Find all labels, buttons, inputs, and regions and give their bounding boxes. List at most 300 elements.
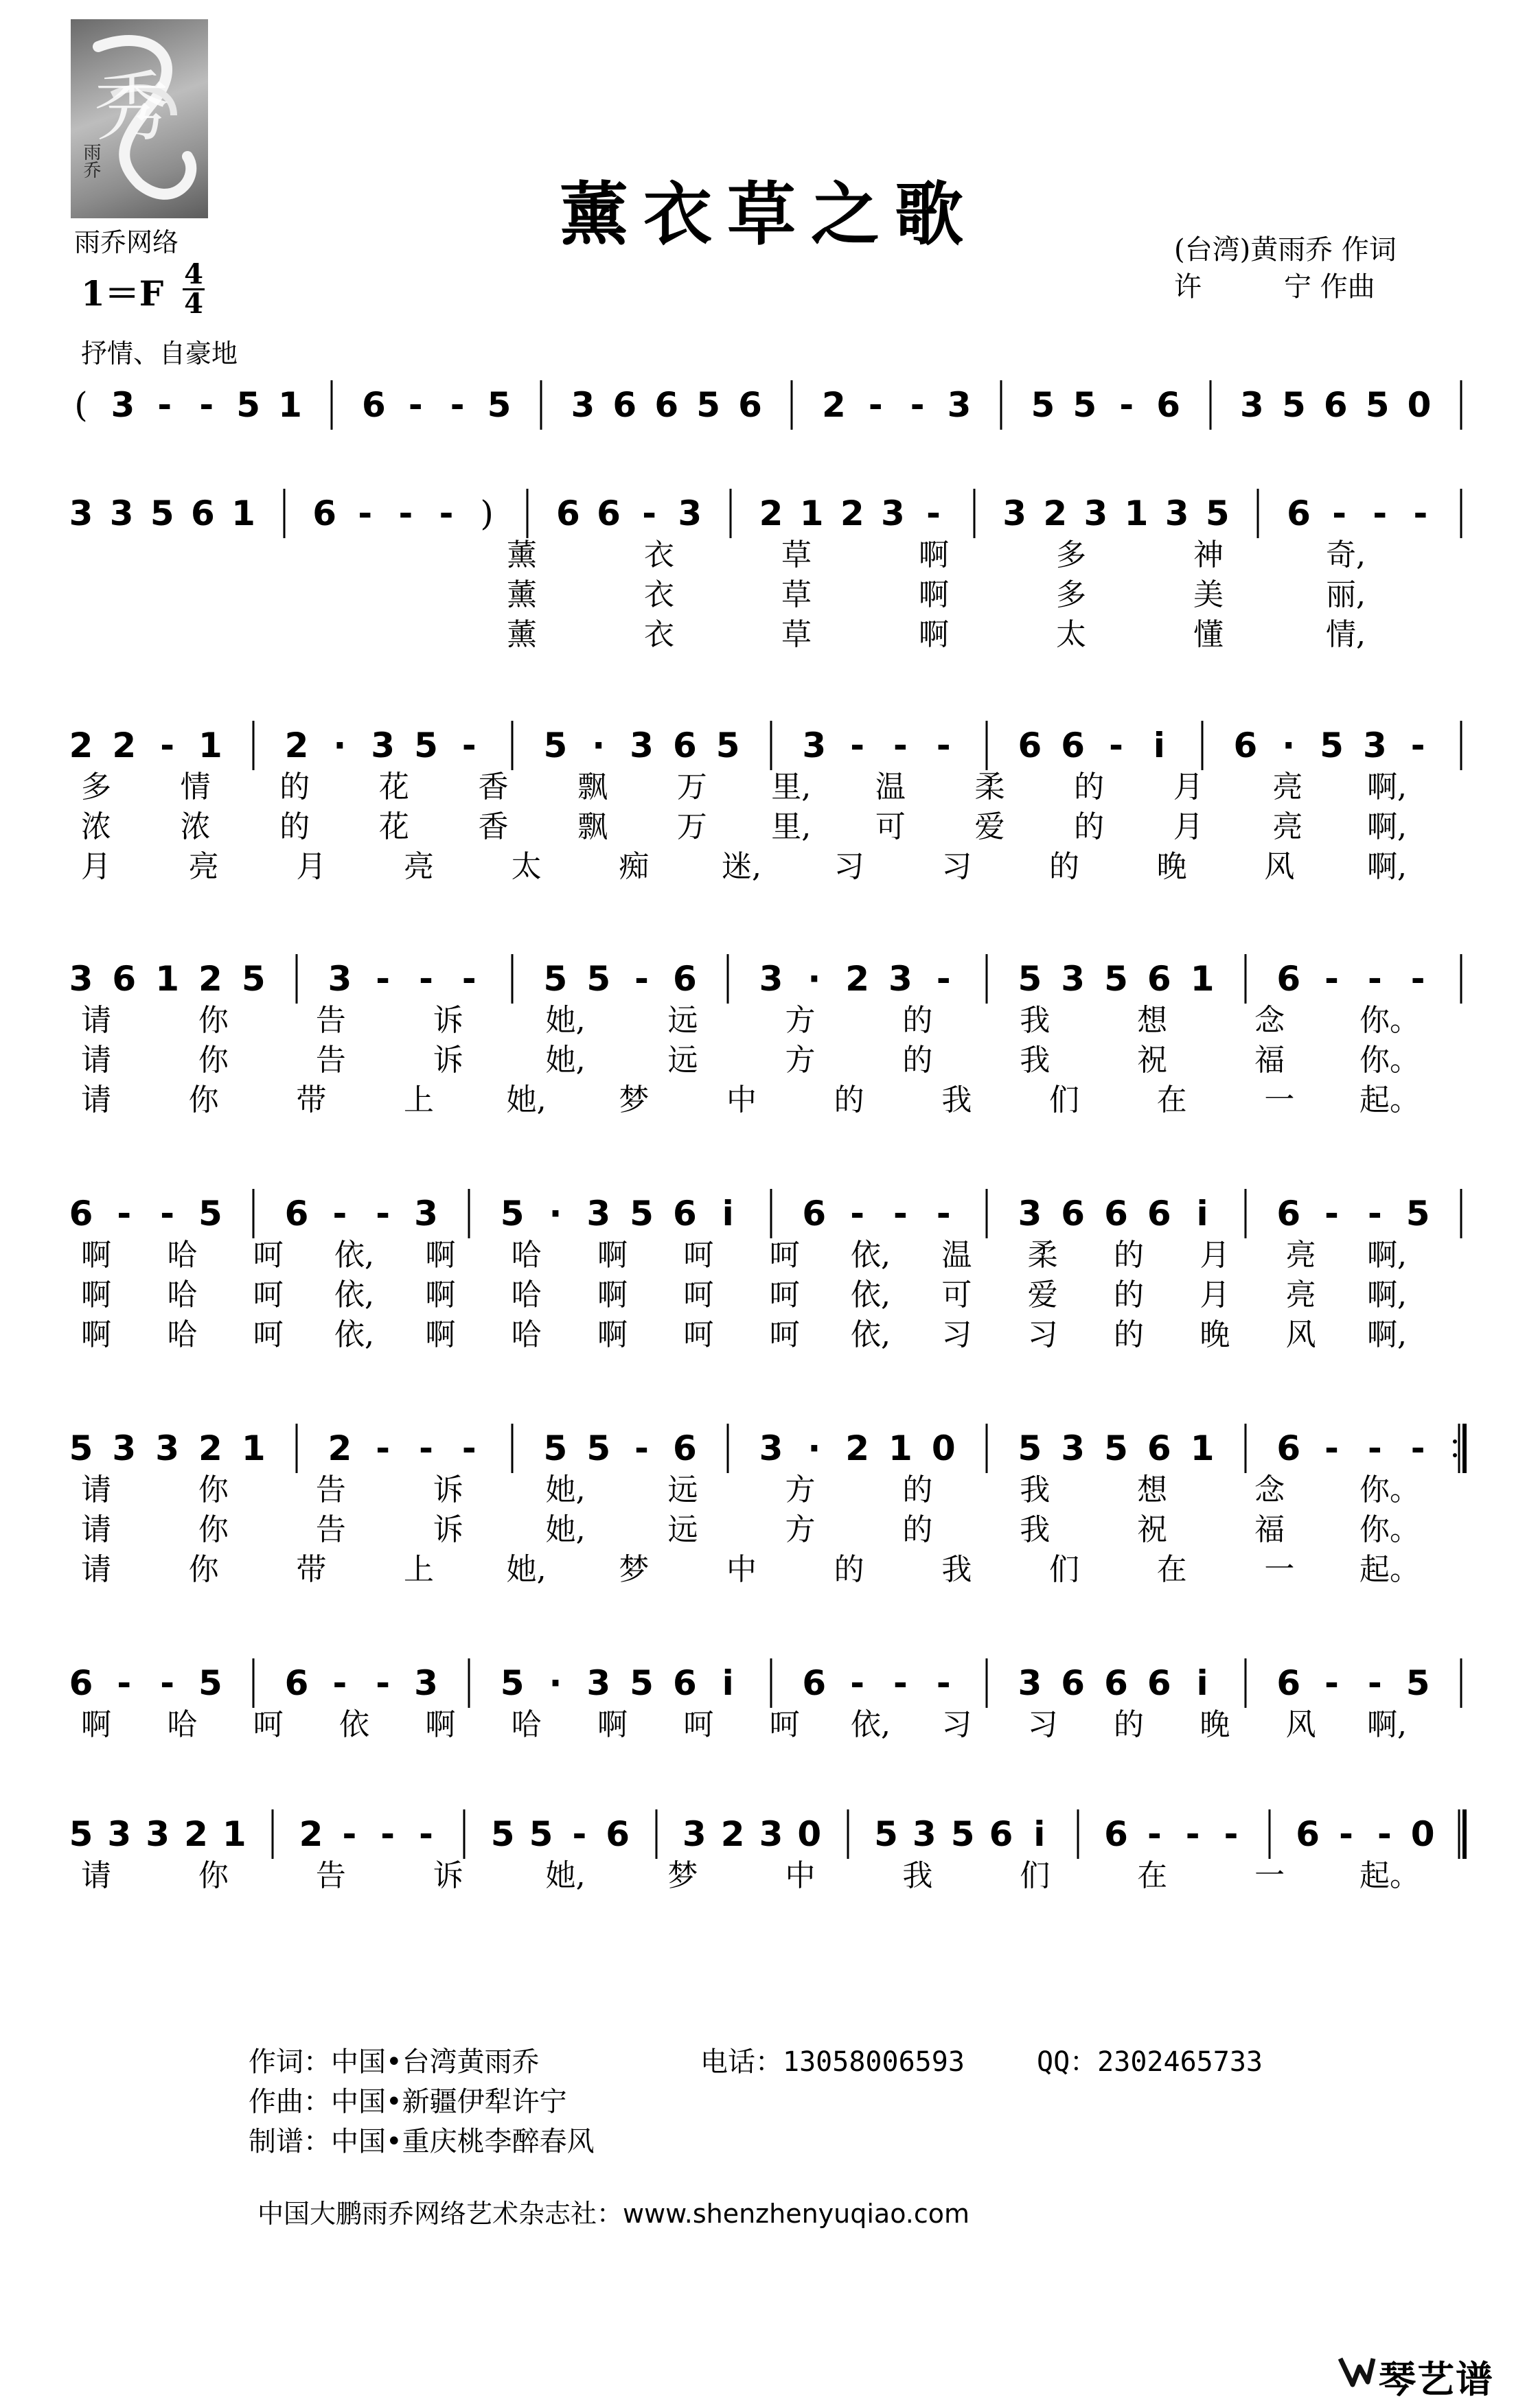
note: 5	[490, 1814, 515, 1854]
lyric-syllable: 她,	[545, 1003, 586, 1038]
note: 1	[1190, 1428, 1215, 1468]
note: 2	[69, 726, 93, 765]
note: 3	[371, 726, 395, 765]
lyric-line	[0, 578, 1538, 612]
note: 2	[198, 1428, 222, 1468]
lyric-line	[0, 1318, 1538, 1352]
dash-note: -	[1410, 1428, 1425, 1468]
lyric-syllable: 带	[296, 1552, 327, 1587]
note: 3	[328, 959, 352, 999]
note: 5	[1104, 959, 1128, 999]
dash-note: -	[1367, 1428, 1382, 1468]
lyric-syllable: 里,	[771, 809, 812, 844]
lyric-syllable: 风	[1285, 1317, 1316, 1352]
lyric-syllable: 告	[315, 1043, 346, 1078]
barline	[246, 1656, 260, 1711]
note: 1	[241, 1428, 266, 1468]
note: 3	[912, 1814, 937, 1854]
barline	[1195, 718, 1209, 773]
notation-row	[0, 479, 1538, 541]
dash-note: -	[461, 959, 477, 999]
note: 3	[1164, 494, 1189, 533]
dash-note: -	[634, 959, 649, 999]
lyric-syllable: 呵	[683, 1707, 714, 1742]
lyric-syllable: 依	[339, 1707, 369, 1742]
lyric-syllable: 啊,	[1367, 1238, 1407, 1273]
dash-note: -	[850, 1194, 864, 1234]
lyric-syllable: 她,	[545, 1472, 586, 1507]
lyric-syllable: 哈	[511, 1238, 542, 1273]
lyric-syllable: 呵	[253, 1277, 284, 1312]
barline	[325, 378, 338, 432]
barline	[1239, 1421, 1252, 1476]
note: 5	[586, 1428, 611, 1468]
lyric-syllable: 的	[279, 769, 310, 804]
note: 6	[1104, 1663, 1128, 1703]
note: 2	[184, 1814, 208, 1854]
note: 3	[109, 494, 134, 533]
lyric-syllable: 习	[941, 1317, 972, 1352]
note: 2	[299, 1814, 323, 1854]
lyric-syllable: 她,	[506, 1083, 547, 1118]
note: 2	[284, 726, 309, 765]
dash-note: -	[850, 726, 864, 765]
note: 6	[1233, 726, 1258, 765]
lyric-syllable: 啊	[425, 1317, 456, 1352]
note: 6	[69, 1194, 93, 1234]
lyric-syllable: 月	[1173, 809, 1204, 844]
note: 5	[1072, 385, 1097, 425]
dot-note: ·	[807, 1428, 821, 1468]
note: 6	[1104, 1814, 1128, 1854]
dash-note: -	[1410, 959, 1425, 999]
lyric-syllable: 她,	[545, 1043, 586, 1078]
lyric-syllable: 起。	[1359, 1858, 1420, 1893]
note: 5	[586, 959, 611, 999]
lyric-line	[0, 1473, 1538, 1507]
notation-row	[0, 1800, 1538, 1862]
note: 2	[840, 494, 864, 533]
dash-note: -	[1324, 959, 1339, 999]
note: 3	[1083, 494, 1108, 533]
logo-seal: 雨乔	[80, 143, 101, 178]
lyric-syllable: 依,	[851, 1317, 891, 1352]
note: 5	[150, 494, 174, 533]
lyric-syllable: 飘	[577, 769, 608, 804]
note: 6	[1276, 1428, 1301, 1468]
barline	[534, 378, 548, 432]
note: 5	[487, 385, 512, 425]
lyric-syllable: 呵	[253, 1238, 284, 1273]
song-title: 薰衣草之歌	[560, 174, 978, 255]
dash-note: -	[1109, 726, 1123, 765]
time-signature-bottom: 4	[184, 288, 203, 320]
barline	[721, 1421, 735, 1476]
lyric-syllable: 你。	[1359, 1512, 1420, 1547]
barline	[462, 1186, 476, 1241]
note: 0	[1407, 385, 1432, 425]
dash-note: -	[642, 494, 657, 533]
note: 5	[500, 1663, 525, 1703]
lyric-syllable: 我	[941, 1552, 972, 1587]
dash-note: -	[376, 1428, 391, 1468]
note: 1	[1190, 959, 1215, 999]
lyric-syllable: 奇,	[1326, 537, 1366, 572]
note: 6	[1061, 1663, 1086, 1703]
note: 5	[241, 959, 266, 999]
lyric-syllable: 的	[902, 1043, 933, 1078]
note: 6	[112, 959, 137, 999]
lyric-syllable: 啊	[81, 1238, 111, 1273]
lyric-syllable: 诉	[433, 1003, 463, 1038]
lyric-syllable: 的	[834, 1083, 864, 1118]
note: 3	[111, 385, 135, 425]
lyric-syllable: 啊	[81, 1277, 111, 1312]
dash-note: -	[461, 1428, 477, 1468]
lyric-line	[0, 1859, 1538, 1893]
footer-website[interactable]: 中国大鹏雨乔网络艺术杂志社：www.shenzhenyuqiao.com	[257, 2199, 970, 2229]
note: 3	[1018, 1194, 1042, 1234]
lyric-syllable: 哈	[511, 1707, 542, 1742]
dash-note: -	[936, 1194, 951, 1234]
note: 5	[69, 1428, 93, 1468]
lyric-syllable: 想	[1137, 1472, 1168, 1507]
note: 3	[1362, 726, 1387, 765]
lyric-syllable: 带	[296, 1083, 327, 1118]
note: 5	[874, 1814, 898, 1854]
lyric-syllable: 呵	[253, 1317, 284, 1352]
lyric-syllable: 飘	[577, 809, 608, 844]
lyric-syllable: 温	[941, 1238, 972, 1273]
dash-note: -	[1367, 1194, 1382, 1234]
note: i	[1033, 1814, 1046, 1854]
note: 6	[1287, 494, 1311, 533]
lyric-syllable: 月	[1200, 1238, 1230, 1273]
lyric-line	[0, 770, 1538, 804]
barline	[1239, 1656, 1252, 1711]
barline	[764, 1656, 778, 1711]
dot-note: ·	[1282, 726, 1296, 765]
note: 5	[198, 1194, 222, 1234]
barline	[650, 1807, 663, 1862]
footer-lyricist: 作词：中国•台湾黄雨乔	[249, 2046, 540, 2078]
lyric-syllable: 在	[1156, 1083, 1187, 1118]
lyric-syllable: 请	[81, 1858, 111, 1893]
lyric-syllable: 你	[198, 1472, 229, 1507]
lyric-syllable: 在	[1137, 1858, 1168, 1893]
lyric-syllable: 爱	[1027, 1277, 1058, 1312]
note: 6	[672, 1428, 697, 1468]
dash-note: -	[419, 1814, 433, 1854]
dash-note: -	[910, 385, 925, 425]
lyric-syllable: 呵	[683, 1238, 714, 1273]
lyric-syllable: 告	[315, 1512, 346, 1547]
lyric-syllable: 可	[941, 1277, 972, 1312]
dash-note: -	[439, 494, 454, 533]
dash-note: -	[160, 726, 174, 765]
note: 3	[69, 494, 93, 533]
note: 6	[1061, 726, 1086, 765]
lyric-syllable: 她,	[545, 1512, 586, 1547]
lyric-syllable: 亮	[1272, 809, 1303, 844]
lyric-syllable: 万	[676, 769, 707, 804]
note: 6	[1104, 1194, 1128, 1234]
lyric-syllable: 告	[315, 1858, 346, 1893]
note: 6	[672, 1194, 697, 1234]
dash-note: -	[634, 1428, 649, 1468]
lyric-syllable: 的	[1114, 1317, 1144, 1352]
dash-note: -	[1119, 385, 1134, 425]
lyric-syllable: 在	[1156, 1552, 1187, 1587]
lyric-syllable: 啊	[597, 1317, 628, 1352]
note: 6	[606, 1814, 630, 1854]
lyric-syllable: 我	[902, 1858, 933, 1893]
dash-note: -	[926, 494, 941, 533]
lyric-syllable: 啊	[597, 1277, 628, 1312]
lyric-syllable: 的	[1049, 849, 1079, 884]
lyric-syllable: 的	[1114, 1277, 1144, 1312]
barline	[724, 486, 737, 541]
bracket: )	[480, 494, 494, 533]
dash-note: -	[893, 1663, 908, 1703]
lyric-syllable: 晚	[1156, 849, 1187, 884]
lyric-syllable: 呵	[769, 1707, 800, 1742]
lyric-syllable: 衣	[644, 577, 674, 612]
note: 5	[69, 1814, 93, 1854]
lyric-syllable: 里,	[771, 769, 812, 804]
lyric-syllable: 我	[1020, 1043, 1051, 1078]
lyric-syllable: 上	[404, 1083, 434, 1118]
lyric-syllable: 草	[781, 537, 812, 572]
barline	[785, 378, 799, 432]
barline	[290, 1421, 303, 1476]
lyric-syllable: 梦	[619, 1083, 650, 1118]
note: 5	[630, 1194, 654, 1234]
note: 1	[222, 1814, 246, 1854]
note: 1	[155, 959, 180, 999]
notation-row	[0, 1179, 1538, 1241]
lyric-syllable: 中	[785, 1858, 816, 1893]
note: 6	[1061, 1194, 1086, 1234]
lyric-syllable: 柔	[1027, 1238, 1058, 1273]
lyric-syllable: 柔	[974, 769, 1005, 804]
dash-note: -	[868, 385, 883, 425]
note: 2	[821, 385, 846, 425]
notation-row	[0, 371, 1538, 432]
dash-note: -	[358, 494, 373, 533]
lyric-syllable: 啊,	[1367, 1277, 1407, 1312]
note: 3	[1061, 1428, 1086, 1468]
note: 3	[1240, 385, 1264, 425]
lyric-syllable: 多	[1056, 537, 1086, 572]
note: 5	[696, 385, 721, 425]
dash-note: -	[160, 1194, 174, 1234]
dash-note: -	[1367, 1663, 1382, 1703]
lyric-syllable: 呵	[683, 1277, 714, 1312]
repeat-barline	[1454, 1421, 1468, 1476]
note: 3	[414, 1663, 438, 1703]
lyric-syllable: 晚	[1200, 1317, 1230, 1352]
note: 5	[1031, 385, 1055, 425]
dash-note: -	[1373, 494, 1388, 533]
lyric-syllable: 的	[1074, 769, 1105, 804]
dot-note: ·	[807, 959, 821, 999]
note: 6	[1276, 959, 1301, 999]
lyric-syllable: 万	[676, 809, 707, 844]
note: 3	[888, 959, 913, 999]
dot-note: ·	[592, 726, 606, 765]
note: 6	[312, 494, 337, 533]
lyric-syllable: 请	[81, 1083, 111, 1118]
lyric-syllable: 啊	[597, 1238, 628, 1273]
lyric-syllable: 美	[1193, 577, 1224, 612]
lyric-syllable: 浓	[180, 809, 211, 844]
barline	[1239, 1186, 1252, 1241]
note: 2	[845, 1428, 870, 1468]
barline	[290, 951, 303, 1006]
barline	[1454, 486, 1468, 541]
lyric-syllable: 远	[667, 1512, 698, 1547]
lyric-syllable: 的	[1074, 809, 1105, 844]
note: 6	[1276, 1194, 1301, 1234]
dash-note: -	[572, 1814, 587, 1854]
note: i	[1196, 1194, 1208, 1234]
lyric-syllable: 请	[81, 1512, 111, 1547]
lyric-syllable: 哈	[167, 1238, 198, 1273]
lyric-syllable: 薰	[507, 537, 537, 572]
lyric-syllable: 太	[1056, 617, 1086, 652]
lyric-syllable: 依,	[851, 1238, 891, 1273]
lyric-syllable: 我	[1020, 1512, 1051, 1547]
barline	[841, 1807, 855, 1862]
note: 6	[672, 959, 697, 999]
dot-note: ·	[549, 1663, 562, 1703]
lyric-syllable: 祝	[1137, 1043, 1168, 1078]
note: 5	[236, 385, 261, 425]
lyric-syllable: 习	[1027, 1317, 1058, 1352]
lyric-line	[0, 1238, 1538, 1273]
lyric-syllable: 们	[1049, 1552, 1079, 1587]
note: 1	[198, 726, 222, 765]
note: 5	[1405, 1663, 1430, 1703]
lyric-syllable: 啊	[425, 1707, 456, 1742]
notation-row	[0, 1649, 1538, 1711]
note: 6	[1018, 726, 1042, 765]
lyric-syllable: 亮	[1272, 769, 1303, 804]
lyric-syllable: 的	[1114, 1238, 1144, 1273]
lyric-syllable: 啊	[81, 1317, 111, 1352]
lyric-syllable: 草	[781, 617, 812, 652]
lyric-syllable: 远	[667, 1003, 698, 1038]
qinzhipu-logo-icon	[1338, 2354, 1376, 2389]
lyric-syllable: 一	[1264, 1552, 1295, 1587]
note: 5	[543, 726, 568, 765]
dash-note: -	[1324, 1194, 1339, 1234]
dash-note: -	[376, 959, 391, 999]
note: 3	[682, 1814, 707, 1854]
lyric-syllable: 亮	[1285, 1277, 1316, 1312]
lyric-syllable: 中	[726, 1083, 757, 1118]
lyric-syllable: 可	[875, 809, 906, 844]
dash-note: -	[450, 385, 465, 425]
dash-note: -	[380, 1814, 395, 1854]
barline	[764, 718, 778, 773]
lyric-syllable: 诉	[433, 1512, 463, 1547]
note: 0	[797, 1814, 822, 1854]
lyric-syllable: 情	[180, 769, 211, 804]
note: 2	[845, 959, 870, 999]
lyric-syllable: 太	[511, 849, 542, 884]
note: 0	[1410, 1814, 1435, 1854]
note: 3	[586, 1663, 611, 1703]
lyric-syllable: 我	[941, 1083, 972, 1118]
note: i	[722, 1194, 734, 1234]
dash-note: -	[1324, 1428, 1339, 1468]
note: 3	[69, 959, 93, 999]
note: 3	[586, 1194, 611, 1234]
dash-note: -	[461, 726, 477, 765]
lyric-syllable: 告	[315, 1472, 346, 1507]
barline	[505, 1421, 519, 1476]
note: 6	[612, 385, 637, 425]
lyric-syllable: 丽,	[1326, 577, 1366, 612]
lyric-syllable: 一	[1254, 1858, 1285, 1893]
note: 6	[802, 1663, 827, 1703]
lyric-syllable: 们	[1049, 1083, 1079, 1118]
time-signature-top: 4	[184, 258, 203, 290]
note: 6	[802, 1194, 827, 1234]
note: 2	[720, 1814, 745, 1854]
lyric-syllable: 啊	[425, 1238, 456, 1273]
note: 3	[802, 726, 827, 765]
watermark-text: 琴艺谱	[1379, 2358, 1494, 2401]
lyric-syllable: 远	[667, 1472, 698, 1507]
lyric-syllable: 她,	[545, 1858, 586, 1893]
lyric-syllable: 福	[1254, 1043, 1285, 1078]
note: 5	[198, 1663, 222, 1703]
note: 6	[1296, 1814, 1320, 1854]
lyric-syllable: 诉	[433, 1472, 463, 1507]
lyric-syllable: 方	[785, 1512, 816, 1547]
dash-note: -	[936, 959, 951, 999]
barline	[980, 1656, 994, 1711]
lyric-syllable: 情,	[1326, 617, 1366, 652]
lyric-syllable: 啊,	[1367, 1707, 1407, 1742]
dash-note: -	[160, 1663, 174, 1703]
lyric-syllable: 啊,	[1367, 769, 1407, 804]
note: 5	[1018, 959, 1042, 999]
time-signature	[180, 258, 207, 320]
note: 5	[715, 726, 740, 765]
lyric-syllable: 薰	[507, 577, 537, 612]
lyric-syllable: 的	[902, 1472, 933, 1507]
dash-note: -	[1410, 726, 1425, 765]
barline	[277, 486, 291, 541]
final-barline	[1454, 1807, 1468, 1862]
barline	[1454, 1186, 1468, 1241]
lyric-syllable: 啊,	[1367, 809, 1407, 844]
note: 6	[190, 494, 215, 533]
note: 2	[112, 726, 137, 765]
lyric-syllable: 温	[875, 769, 906, 804]
bracket: (	[74, 385, 88, 425]
note: 6	[989, 1814, 1013, 1854]
dash-note: -	[1147, 1814, 1162, 1854]
dash-note: -	[342, 1814, 357, 1854]
note: 5	[414, 726, 438, 765]
dash-note: -	[893, 1194, 908, 1234]
lyric-syllable: 想	[1137, 1003, 1168, 1038]
